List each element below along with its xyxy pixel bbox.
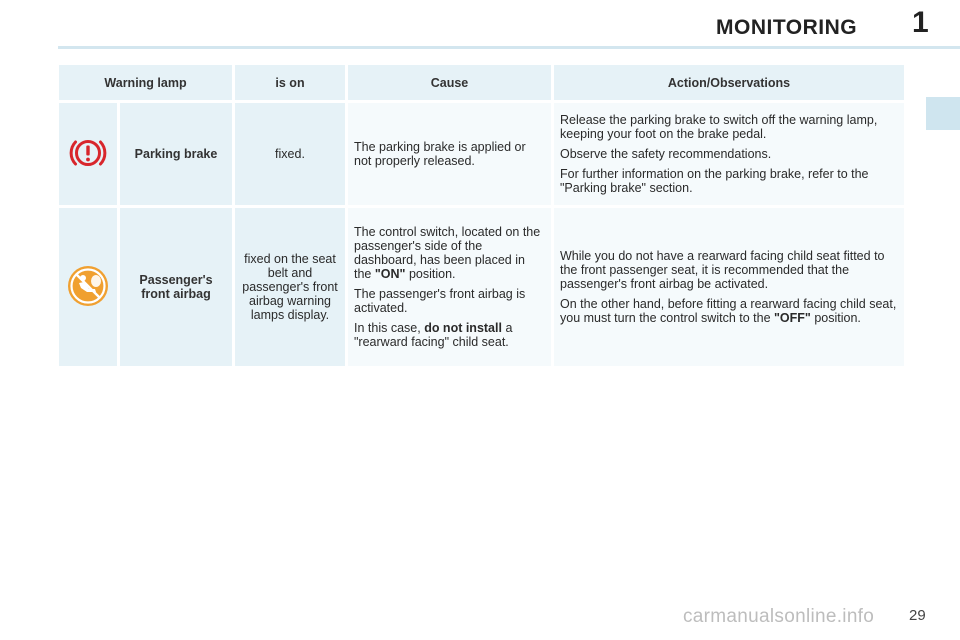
action-text-part: On the other hand, before fitting a rearward facing child seat, you must turn the control switch to the <box>560 297 897 325</box>
action-text <box>560 297 898 325</box>
warning-lamp-table <box>56 62 907 369</box>
parking-brake-icon <box>68 133 108 176</box>
passenger-airbag-off-icon <box>66 264 110 311</box>
table-header-row <box>59 65 904 100</box>
lamp-action <box>554 103 904 205</box>
cause-text-part: In this case, <box>354 321 425 335</box>
lamp-icon-cell <box>59 103 117 205</box>
lamp-name: Parking brake <box>120 103 232 205</box>
cause-emphasis: do not install <box>424 321 502 335</box>
lamp-is-on: fixed on the seat belt and passenger's front airbag warning lamps display. <box>235 208 345 366</box>
chapter-number: 1 <box>912 6 929 39</box>
cause-text-part: position. <box>405 267 456 281</box>
column-header-cause: Cause <box>348 65 551 100</box>
table-row <box>59 103 904 205</box>
action-text: Release the parking brake to switch off the warning lamp, keeping your foot on the brake pedal. <box>560 113 878 141</box>
lamp-cause <box>348 103 551 205</box>
cause-text: The passenger's front airbag is activated. <box>354 287 526 315</box>
action-text: For further information on the parking brake, refer to the "Parking brake" section. <box>560 167 869 195</box>
lamp-action <box>554 208 904 366</box>
action-emphasis: "OFF" <box>774 311 811 325</box>
chapter-tab[interactable] <box>926 97 960 130</box>
column-header-warning-lamp: Warning lamp <box>59 65 232 100</box>
cause-text-part: The control switch, located on the passenger's side of the dashboard, has been placed in the <box>354 225 541 281</box>
action-text: While you do not have a rearward facing child seat fitted to the front passenger seat, it is recommended that the passenger's front airbag be activated. <box>560 249 885 291</box>
action-text: Observe the safety recommendations. <box>560 147 772 161</box>
cause-text-part: a "rearward facing" child seat. <box>354 321 513 349</box>
watermark: carmanualsonline.info <box>683 606 875 627</box>
lamp-is-on: fixed. <box>235 103 345 205</box>
column-header-action: Action/Observations <box>554 65 904 100</box>
page-title: MONITORING <box>716 16 858 39</box>
cause-text: The parking brake is applied or not properly released. <box>354 140 526 168</box>
action-text-part: position. <box>810 311 861 325</box>
header-divider <box>58 46 960 49</box>
cause-text <box>354 321 545 349</box>
lamp-name: Passenger's front airbag <box>120 208 232 366</box>
cause-text <box>354 225 545 281</box>
column-header-is-on: is on <box>235 65 345 100</box>
cause-emphasis: "ON" <box>374 267 406 281</box>
lamp-icon-cell <box>59 208 117 366</box>
page-number: 29 <box>909 607 926 624</box>
table-row <box>59 208 904 366</box>
lamp-cause <box>348 208 551 366</box>
